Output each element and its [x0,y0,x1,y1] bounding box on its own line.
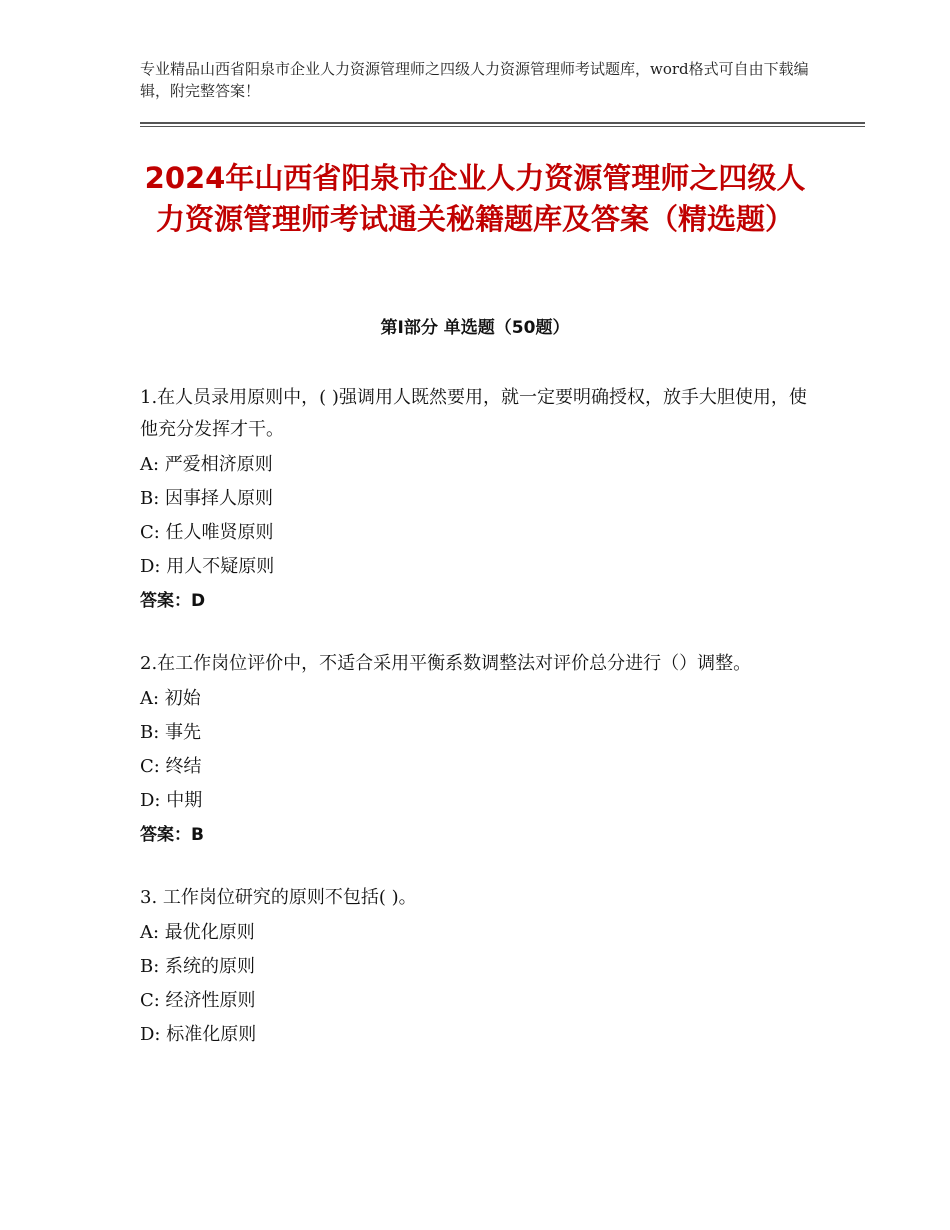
option-b: B: 系统的原则 [140,956,256,977]
question-1 [140,382,810,618]
option-b: B: 事先 [140,722,202,743]
section-heading: 第Ⅰ部分 单选题（50题） [380,318,570,338]
answer: 答案：B [140,825,204,845]
option-d: D: 用人不疑原则 [140,556,275,577]
question-3 [140,882,810,1052]
header-note: 专业精品山西省阳泉市企业人力资源管理师之四级人力资源管理师考试题库，word格式可自由下载编辑，附完整答案！ [140,60,809,100]
question-stem: 3. 工作岗位研究的原则不包括( )。 [140,887,417,908]
option-a: A: 最优化原则 [140,922,255,943]
option-c: C: 任人唯贤原则 [140,522,274,543]
option-b: B: 因事择人原则 [140,488,274,509]
option-d: D: 标准化原则 [140,1024,257,1045]
question-stem: 2.在工作岗位评价中，不适合采用平衡系数调整法对评价总分进行（）调整。 [140,653,752,674]
answer: 答案：D [140,591,206,611]
option-a: A: 严爱相济原则 [140,454,273,475]
option-c: C: 终结 [140,756,202,777]
question-list [140,382,810,1082]
document-title: 2024年山西省阳泉市企业人力资源管理师之四级人力资源管理师考试通关秘籍题库及答案（精选题） [144,161,806,236]
question-stem: 1.在人员录用原则中，( )强调用人既然要用，就一定要明确授权，放手大胆使用，使他充分发挥才干。 [140,387,807,440]
option-c: C: 经济性原则 [140,990,256,1011]
option-a: A: 初始 [140,688,201,709]
header-divider [140,122,865,127]
option-d: D: 中期 [140,790,203,811]
question-2 [140,648,810,852]
